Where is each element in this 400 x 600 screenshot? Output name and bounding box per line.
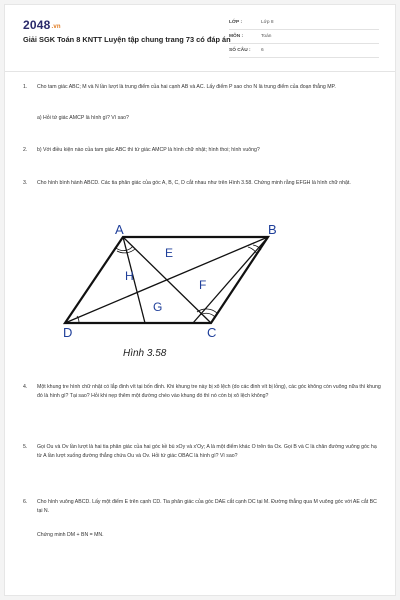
question-number: 3. bbox=[23, 180, 28, 186]
question-text: b) Với điều kiện nào của tam giác ABC thì tứ giác AMCP là hình chữ nhật; hình thoi; hình vuông? bbox=[37, 147, 260, 153]
document-header bbox=[5, 5, 395, 67]
question-subtext: Chứng minh DM + BN = MN. bbox=[37, 532, 104, 538]
meta-key: SỐ CÂU : bbox=[229, 48, 251, 53]
question-number: 6. bbox=[23, 499, 28, 505]
question-text: Cho hình vuông ABCD. Lấy một điểm E trên cạnh CD. Tia phân giác của góc DAE cắt cạnh DC tại M. Đường thẳng qua M vuông góc với AE cắt BC tại N. bbox=[37, 499, 377, 514]
vertex-label-d: D bbox=[63, 325, 73, 340]
meta-value: 6 bbox=[261, 48, 264, 53]
question-number: 4. bbox=[23, 384, 28, 390]
header-divider bbox=[5, 71, 395, 72]
meta-key: MÔN : bbox=[229, 34, 244, 39]
vertex-label-a: A bbox=[115, 223, 124, 237]
point-label-g: G bbox=[153, 300, 163, 314]
document-title: Giải SGK Toán 8 KNTT Luyện tập chung trang 73 có đáp án bbox=[23, 35, 231, 44]
question-number: 5. bbox=[23, 444, 28, 450]
logo-main: 2048 bbox=[23, 18, 51, 32]
question-text: Một khung tre hình chữ nhật có lắp đinh vít tại bốn đỉnh. Khi khung tre này bị xô lệch (do các đinh vít bị lỏng), các góc không còn vuông nữa thì khung đó là hình gì? Tại sao? Hỏi khi nẹp thêm một đường chéo vào khung đó thì nó còn bị xô lệch không? bbox=[37, 384, 381, 399]
meta-value: Lớp 8 bbox=[261, 20, 274, 25]
site-logo[interactable] bbox=[23, 18, 61, 32]
figure-caption: Hình 3.58 bbox=[123, 348, 167, 359]
meta-row-count bbox=[229, 45, 379, 58]
question-number: 1. bbox=[23, 84, 28, 90]
meta-key: LỚP : bbox=[229, 20, 243, 25]
point-label-h: H bbox=[125, 269, 134, 283]
point-label-f: F bbox=[199, 278, 207, 292]
question-text: Cho tam giác ABC; M và N lần lượt là trung điểm của hai cạnh AB và AC. Lấy điểm P sao cho N là trung điểm của đoạn thẳng MP. bbox=[37, 84, 336, 90]
question-number: 2. bbox=[23, 147, 28, 153]
question-text: Cho hình bình hành ABCD. Các tia phân giác của góc A, B, C, D cắt nhau như trên Hình 3.58. Chứng minh rằng EFGH là hình chữ nhật. bbox=[37, 180, 351, 186]
point-label-e: E bbox=[165, 246, 174, 260]
vertex-label-c: C bbox=[207, 325, 217, 340]
document-page bbox=[4, 4, 396, 596]
meta-row-subject bbox=[229, 31, 379, 44]
parallelogram-figure bbox=[53, 223, 283, 363]
meta-row-class bbox=[229, 17, 379, 30]
meta-value: Toán bbox=[261, 34, 272, 39]
question-subtext: a) Hỏi tứ giác AMCP là hình gì? Vì sao? bbox=[37, 115, 129, 121]
logo-suffix: .vn bbox=[51, 24, 61, 30]
question-text: Gọi Ou và Ov lần lượt là hai tia phân giác của hai góc kề bù xOy và x'Oy; A là một điểm khác O trên tia Ox. Gọi B và C là chân đường vuông góc hạ từ A lần lượt xuống đường thẳng chứa Ou và Ov. Hỏi tứ giác OBAC là hình gì? Vì sao? bbox=[37, 444, 377, 459]
vertex-label-b: B bbox=[268, 223, 277, 237]
